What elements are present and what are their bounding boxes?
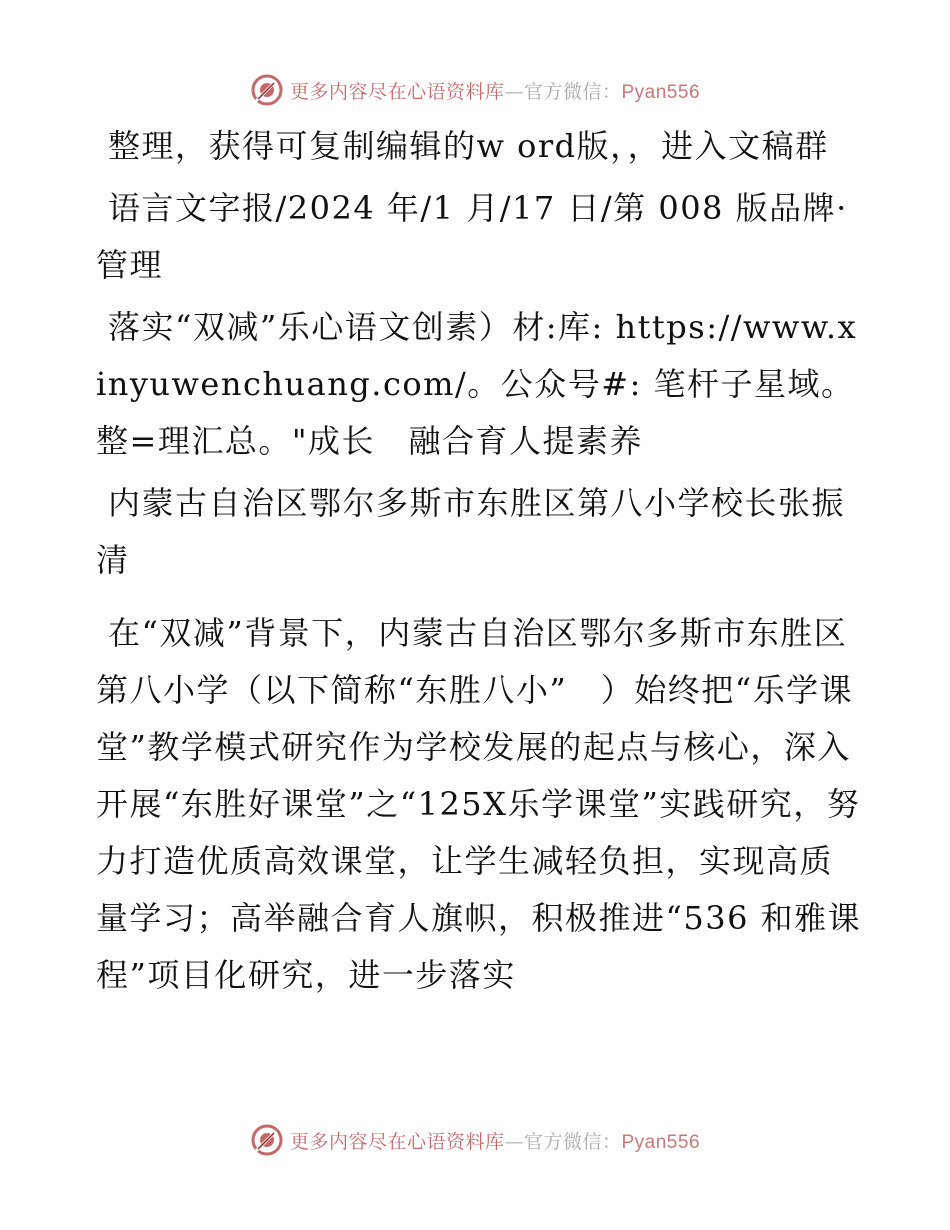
watermark-dash: —	[504, 80, 524, 103]
watermark-banner-bottom	[0, 1120, 950, 1160]
watermark-main: 更多内容尽在心语资料库	[289, 80, 505, 103]
article-headline: 落实“双减”乐心语文创素）材:库: https://www.xinyuwenchuang.com/。公众号#: 笔杆子星域。整=理汇总。"成长 融合育人提素养	[96, 308, 858, 460]
watermark-label: 官方微信：	[523, 80, 622, 103]
watermark-handle: Pyan556	[621, 81, 701, 103]
watermark-label: 官方微信：	[523, 1130, 622, 1153]
watermark-handle: Pyan556	[621, 1131, 701, 1153]
watermark-text	[290, 77, 700, 104]
pen-seal-icon	[250, 73, 284, 107]
document-body	[96, 118, 866, 1009]
author-byline: 内蒙古自治区鄂尔多斯市东胜区第八小学校长张振清	[96, 484, 846, 579]
watermark-text	[290, 1127, 700, 1154]
source-line: 语言文字报/2024 年/1 月/17 日/第 008 版品牌·管理	[96, 189, 848, 284]
watermark-main: 更多内容尽在心语资料库	[289, 1130, 505, 1153]
intro-paragraph: 整理，获得可复制编辑的w ord版，，进入文稿群	[108, 127, 829, 165]
watermark-banner-top	[0, 70, 950, 110]
article-body-paragraph: 在“双减”背景下，内蒙古自治区鄂尔多斯市东胜区第八小学（以下简称“东胜八小” ）始终把“乐学课堂”教学模式研究作为学校发展的起点与核心，深入开展“东胜好课堂”之“125X乐学课堂”实践研究，努力打造优质高效课堂，让学生减轻负担，实现高质量学习；高举融合育人旗帜，积极推进“536 和雅课程”项目化研究，进一步落实	[96, 614, 862, 994]
pen-seal-icon	[250, 1123, 284, 1157]
watermark-dash: —	[504, 1130, 524, 1153]
